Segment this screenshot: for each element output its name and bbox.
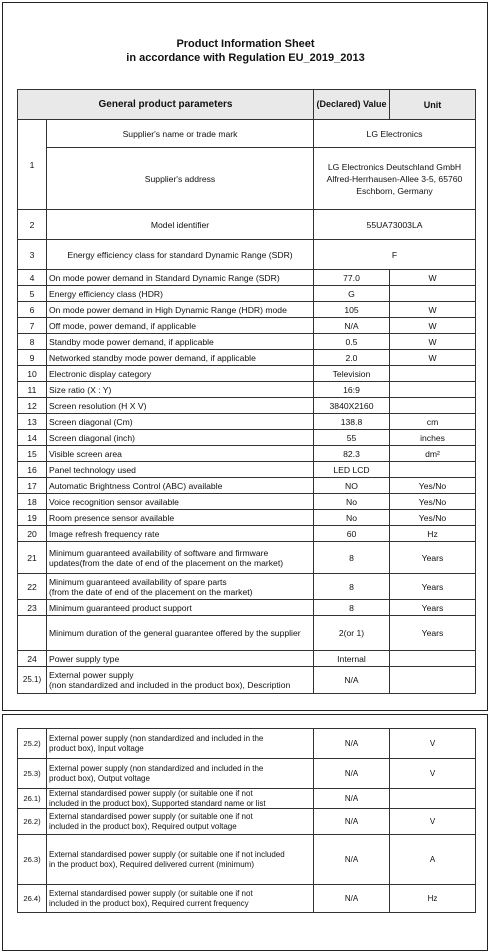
row-value: N/A bbox=[314, 667, 390, 694]
param-line: External standardised power supply (or suitable one if not bbox=[49, 889, 253, 898]
table-row bbox=[18, 318, 476, 334]
row-value: 60 bbox=[314, 526, 390, 542]
power-supply-table bbox=[17, 728, 476, 913]
row-number: 5 bbox=[18, 286, 47, 302]
row-unit: A bbox=[390, 835, 476, 885]
row-value: 77.0 bbox=[314, 270, 390, 286]
row-param bbox=[47, 759, 314, 789]
row-number: 20 bbox=[18, 526, 47, 542]
table-row bbox=[18, 446, 476, 462]
row-param bbox=[47, 835, 314, 885]
row-param bbox=[47, 574, 314, 600]
row-number: 26.4) bbox=[18, 885, 47, 913]
row-value: 82.3 bbox=[314, 446, 390, 462]
model-label: Model identifier bbox=[47, 210, 314, 240]
row-param: Minimum guaranteed product support bbox=[47, 600, 314, 616]
row-param bbox=[47, 729, 314, 759]
row-unit: Hz bbox=[390, 885, 476, 913]
row-value: 55 bbox=[314, 430, 390, 446]
row-number: 13 bbox=[18, 414, 47, 430]
table-row bbox=[18, 240, 476, 270]
title-line-1: Product Information Sheet bbox=[176, 38, 315, 50]
param-line: External power supply (non standardized and included in the bbox=[49, 764, 264, 773]
row-number: 10 bbox=[18, 366, 47, 382]
param-line: External standardised power supply (or suitable one if not included bbox=[49, 850, 285, 859]
row-number: 18 bbox=[18, 494, 47, 510]
row-value: LED LCD bbox=[314, 462, 390, 478]
row-unit: Yes/No bbox=[390, 478, 476, 494]
param-line: External standardised power supply (or suitable one if not bbox=[49, 789, 253, 798]
row-unit bbox=[390, 462, 476, 478]
row-value: N/A bbox=[314, 729, 390, 759]
table-header-row bbox=[18, 90, 476, 120]
row-param: Visible screen area bbox=[47, 446, 314, 462]
table-row bbox=[18, 382, 476, 398]
row-value: 2.0 bbox=[314, 350, 390, 366]
table-row bbox=[18, 667, 476, 694]
param-line: Minimum guaranteed availability of software and firmware bbox=[49, 547, 269, 558]
row-value: 0.5 bbox=[314, 334, 390, 350]
row-value: G bbox=[314, 286, 390, 302]
row-param: Size ratio (X : Y) bbox=[47, 382, 314, 398]
row-unit: W bbox=[390, 350, 476, 366]
row-param bbox=[47, 885, 314, 913]
row-unit: Years bbox=[390, 616, 476, 651]
row-number: 25.1) bbox=[18, 667, 47, 694]
row-value: 8 bbox=[314, 542, 390, 574]
title-line-2: in accordance with Regulation EU_2019_2013 bbox=[126, 52, 365, 64]
row-number: 14 bbox=[18, 430, 47, 446]
table-row bbox=[18, 494, 476, 510]
row-unit: dm² bbox=[390, 446, 476, 462]
param-line: External power supply bbox=[49, 670, 134, 680]
header-value: (Declared) Value bbox=[314, 90, 390, 120]
table-row bbox=[18, 334, 476, 350]
row-number: 1 bbox=[18, 120, 47, 210]
param-line: included in the product box), Supported standard name or list bbox=[49, 798, 266, 808]
row-number: 26.2) bbox=[18, 809, 47, 835]
row-number: 24 bbox=[18, 651, 47, 667]
table-row bbox=[18, 526, 476, 542]
row-unit bbox=[390, 667, 476, 694]
row-param: Power supply type bbox=[47, 651, 314, 667]
row-unit: Yes/No bbox=[390, 494, 476, 510]
row-value: 8 bbox=[314, 600, 390, 616]
row-number: 4 bbox=[18, 270, 47, 286]
table-row bbox=[18, 759, 476, 789]
param-line: (from the date of end of the placement on the market) bbox=[49, 586, 253, 597]
row-unit: Years bbox=[390, 600, 476, 616]
row-value: N/A bbox=[314, 789, 390, 809]
table-row bbox=[18, 462, 476, 478]
row-number: 26.3) bbox=[18, 835, 47, 885]
row-value: N/A bbox=[314, 885, 390, 913]
power-supply-rows bbox=[18, 729, 476, 913]
row-param: Screen diagonal (Cm) bbox=[47, 414, 314, 430]
table-row bbox=[18, 398, 476, 414]
row-number: 25.2) bbox=[18, 729, 47, 759]
row-param: Standby mode power demand, if applicable bbox=[47, 334, 314, 350]
row-unit: W bbox=[390, 334, 476, 350]
row-param: Off mode, power demand, if applicable bbox=[47, 318, 314, 334]
param-line: included in the product box), Required current frequency bbox=[49, 898, 249, 908]
row-number: 21 bbox=[18, 542, 47, 574]
row-number: 9 bbox=[18, 350, 47, 366]
row-unit: cm bbox=[390, 414, 476, 430]
row-value: NO bbox=[314, 478, 390, 494]
table-row bbox=[18, 270, 476, 286]
row-param: Minimum duration of the general guarantee offered by the supplier bbox=[47, 616, 314, 651]
row-number: 19 bbox=[18, 510, 47, 526]
row-param: Voice recognition sensor available bbox=[47, 494, 314, 510]
row-number: 26.1) bbox=[18, 789, 47, 809]
row-param: Networked standby mode power demand, if applicable bbox=[47, 350, 314, 366]
row-unit: Years bbox=[390, 542, 476, 574]
row-param: Electronic display category bbox=[47, 366, 314, 382]
table-row bbox=[18, 651, 476, 667]
row-unit bbox=[390, 382, 476, 398]
row-value: N/A bbox=[314, 809, 390, 835]
row-value: 2(or 1) bbox=[314, 616, 390, 651]
row-param bbox=[47, 789, 314, 809]
table-row bbox=[18, 616, 476, 651]
row-unit: Hz bbox=[390, 526, 476, 542]
row-unit bbox=[390, 789, 476, 809]
row-unit: W bbox=[390, 270, 476, 286]
table-row bbox=[18, 542, 476, 574]
param-line: (non standardized and included in the product box), Description bbox=[49, 680, 291, 690]
table-row bbox=[18, 809, 476, 835]
row-param: Screen diagonal (inch) bbox=[47, 430, 314, 446]
header-params: General product parameters bbox=[18, 90, 314, 120]
param-line: in the product box), Required delivered current (minimum) bbox=[49, 859, 254, 869]
row-unit bbox=[390, 286, 476, 302]
row-param bbox=[47, 542, 314, 574]
supplier-name-value: LG Electronics bbox=[314, 120, 476, 148]
energy-class-label: Energy efficiency class for standard Dynamic Range (SDR) bbox=[47, 240, 314, 270]
row-param: Energy efficiency class (HDR) bbox=[47, 286, 314, 302]
table-row bbox=[18, 835, 476, 885]
row-number: 17 bbox=[18, 478, 47, 494]
table-row bbox=[18, 350, 476, 366]
param-line: External standardised power supply (or suitable one if not bbox=[49, 812, 253, 821]
table-row bbox=[18, 789, 476, 809]
product-parameters-table bbox=[17, 89, 476, 694]
row-param: On mode power demand in High Dynamic Range (HDR) mode bbox=[47, 302, 314, 318]
row-value: 16:9 bbox=[314, 382, 390, 398]
table-row bbox=[18, 120, 476, 148]
row-value: N/A bbox=[314, 318, 390, 334]
row-value: Internal bbox=[314, 651, 390, 667]
row-value: N/A bbox=[314, 835, 390, 885]
table-row bbox=[18, 510, 476, 526]
row-param bbox=[47, 667, 314, 694]
row-number: 3 bbox=[18, 240, 47, 270]
row-value: Television bbox=[314, 366, 390, 382]
table-row bbox=[18, 414, 476, 430]
row-unit: V bbox=[390, 759, 476, 789]
param-line: Minimum guaranteed availability of spare parts bbox=[49, 576, 227, 587]
row-number: 11 bbox=[18, 382, 47, 398]
param-line: included in the product box), Required output voltage bbox=[49, 821, 237, 831]
param-line: External power supply (non standardized and included in the bbox=[49, 734, 264, 743]
param-line: product box), Input voltage bbox=[49, 743, 144, 753]
row-param: Image refresh frequency rate bbox=[47, 526, 314, 542]
energy-class-value: F bbox=[314, 240, 476, 270]
page-title bbox=[0, 37, 491, 65]
supplier-name-label: Supplier's name or trade mark bbox=[47, 120, 314, 148]
row-unit: inches bbox=[390, 430, 476, 446]
supplier-address-label: Supplier's address bbox=[47, 148, 314, 210]
row-number: 25.3) bbox=[18, 759, 47, 789]
row-param: Panel technology used bbox=[47, 462, 314, 478]
row-unit bbox=[390, 398, 476, 414]
table-row bbox=[18, 478, 476, 494]
row-unit: V bbox=[390, 729, 476, 759]
parameter-rows bbox=[18, 270, 476, 542]
address-line: Alfred-Herrhausen-Allee 3-5, 65760 bbox=[326, 173, 463, 184]
row-number: 12 bbox=[18, 398, 47, 414]
row-param: On mode power demand in Standard Dynamic Range (SDR) bbox=[47, 270, 314, 286]
header-unit: Unit bbox=[390, 90, 476, 120]
model-value: 55UA73003LA bbox=[314, 210, 476, 240]
table-row bbox=[18, 210, 476, 240]
table-row bbox=[18, 574, 476, 600]
row-param: Screen resolution (H X V) bbox=[47, 398, 314, 414]
param-line: product box), Output voltage bbox=[49, 773, 150, 783]
row-param: Room presence sensor available bbox=[47, 510, 314, 526]
row-number: 2 bbox=[18, 210, 47, 240]
table-row bbox=[18, 148, 476, 210]
row-unit bbox=[390, 651, 476, 667]
row-value: No bbox=[314, 510, 390, 526]
row-value: No bbox=[314, 494, 390, 510]
table-row bbox=[18, 885, 476, 913]
row-number: 15 bbox=[18, 446, 47, 462]
row-number: 23 bbox=[18, 600, 47, 616]
row-number: 16 bbox=[18, 462, 47, 478]
row-number: 22 bbox=[18, 574, 47, 600]
table-row bbox=[18, 600, 476, 616]
row-value: 105 bbox=[314, 302, 390, 318]
row-unit bbox=[390, 366, 476, 382]
row-unit: W bbox=[390, 318, 476, 334]
param-line: updates(from the date of end of the placement on the market) bbox=[49, 557, 284, 568]
row-number: 6 bbox=[18, 302, 47, 318]
row-unit: V bbox=[390, 809, 476, 835]
row-value: 3840X2160 bbox=[314, 398, 390, 414]
row-number: 8 bbox=[18, 334, 47, 350]
row-unit: Yes/No bbox=[390, 510, 476, 526]
row-param bbox=[47, 809, 314, 835]
table-row bbox=[18, 286, 476, 302]
row-unit: W bbox=[390, 302, 476, 318]
address-line: LG Electronics Deutschland GmbH bbox=[327, 161, 462, 172]
table-row bbox=[18, 729, 476, 759]
row-value: N/A bbox=[314, 759, 390, 789]
row-unit: Years bbox=[390, 574, 476, 600]
table-row bbox=[18, 430, 476, 446]
table-row bbox=[18, 366, 476, 382]
address-line: Eschborn, Germany bbox=[356, 185, 433, 196]
table-row bbox=[18, 302, 476, 318]
row-value: 8 bbox=[314, 574, 390, 600]
row-number: 7 bbox=[18, 318, 47, 334]
supplier-address-value bbox=[314, 148, 476, 210]
row-value: 138.8 bbox=[314, 414, 390, 430]
row-param: Automatic Brightness Control (ABC) available bbox=[47, 478, 314, 494]
